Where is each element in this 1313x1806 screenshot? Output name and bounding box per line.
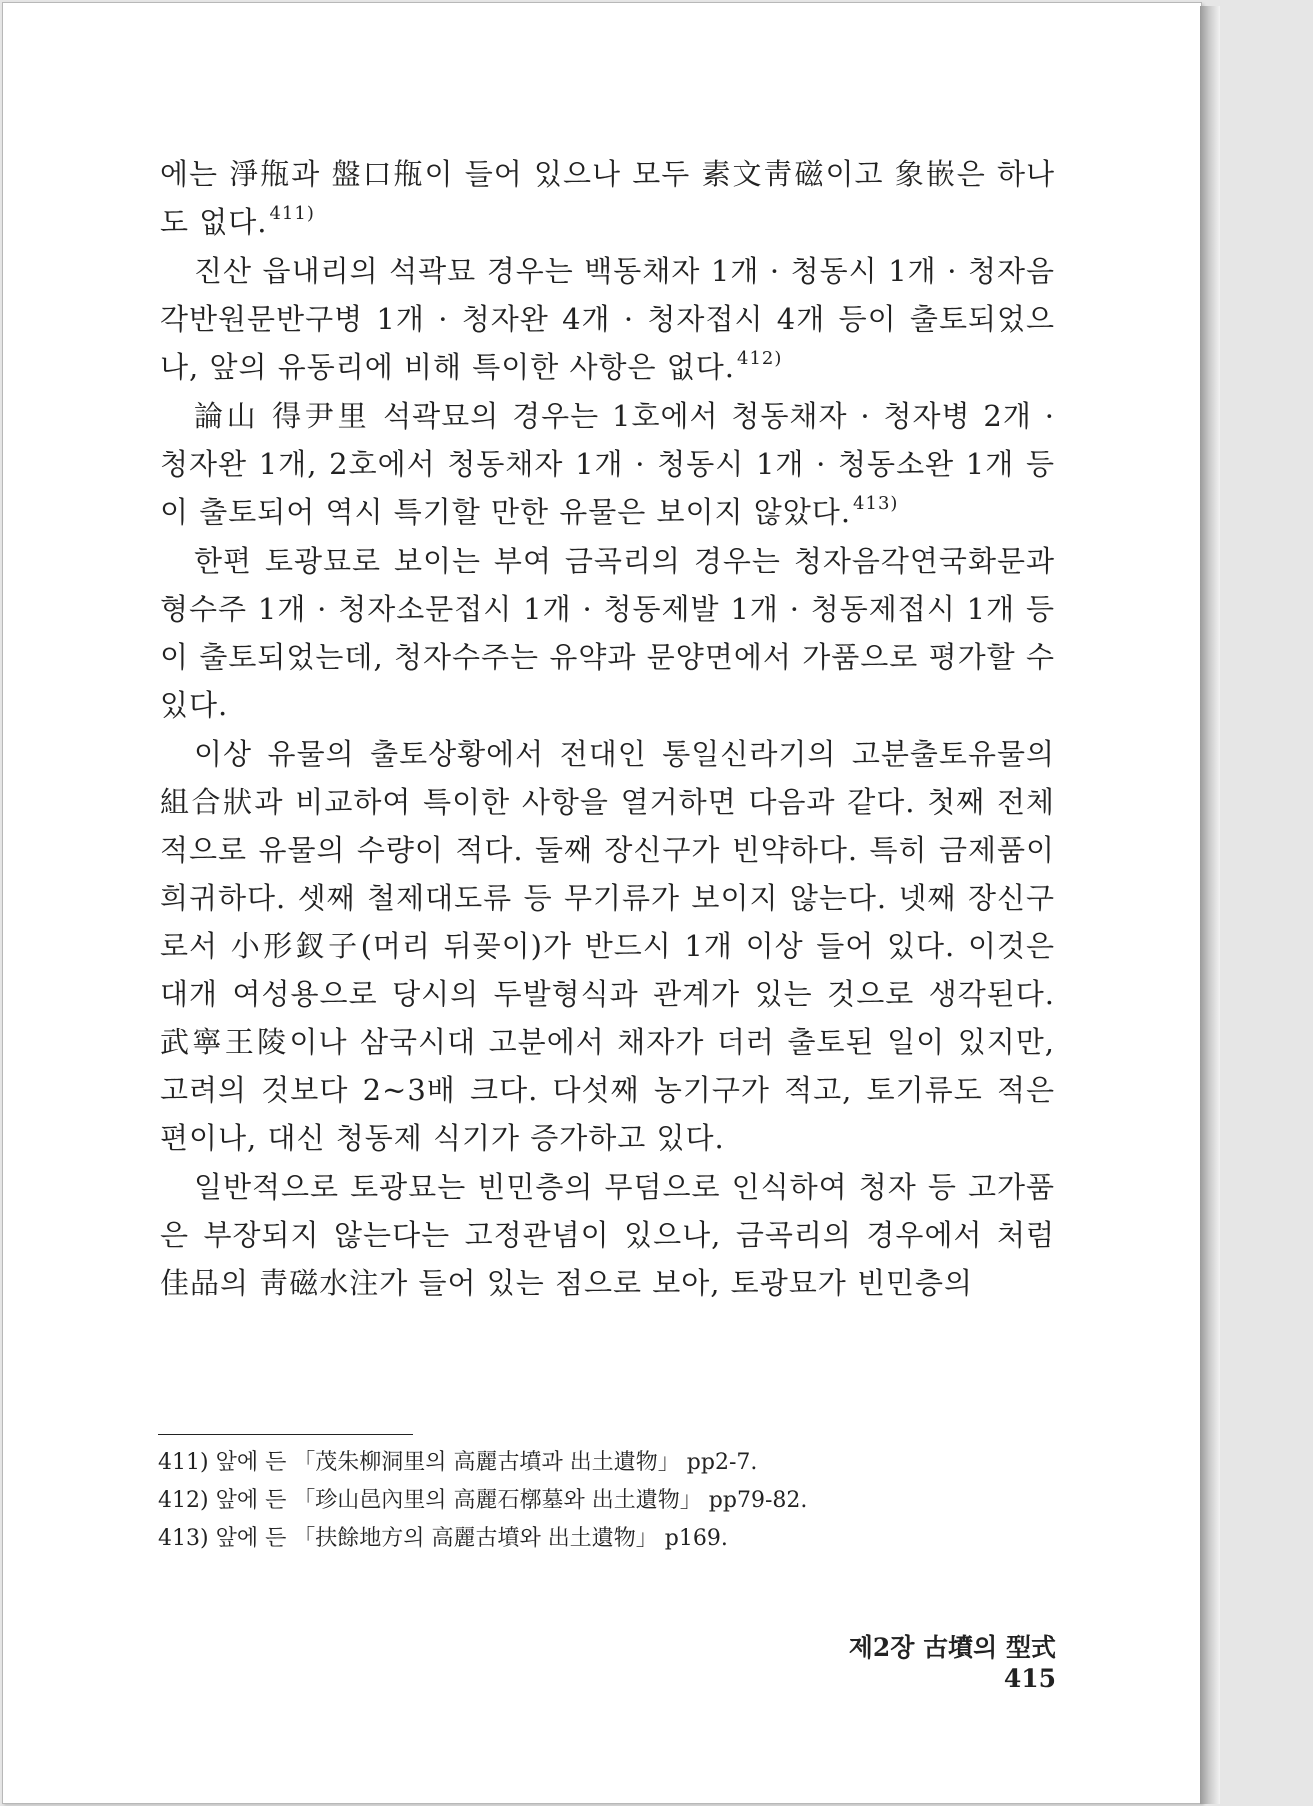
footnote-ref: 413) (853, 493, 899, 514)
paragraph-text: 論山 得尹里 석곽묘의 경우는 1호에서 청동채자 · 청자병 2개 · 청자완 1개, 2호에서 청동채자 1개 · 청동시 1개 · 청동소완 1개 등이 출토되어 역시 특기할 만한 유물은 보이지 않았다. (160, 399, 1055, 529)
paragraph-text: 에는 淨甁과 盤口甁이 들어 있으나 모두 素文靑磁이고 象嵌은 하나도 없다. (160, 157, 1055, 239)
paragraph (160, 537, 1055, 729)
footnote: 413) 앞에 든 「扶餘地方의 高麗古墳와 出土遺物」 p169. (158, 1526, 728, 1551)
footnotes (158, 1444, 1058, 1558)
paragraph (160, 730, 1055, 1162)
footnote-divider (158, 1434, 413, 1435)
footnote: 412) 앞에 든 「珍山邑內里의 高麗石槨墓와 出土遺物」 pp79-82. (158, 1488, 808, 1513)
footnote: 411) 앞에 든 「茂朱柳洞里의 高麗古墳과 出土遺物」 pp2-7. (158, 1450, 758, 1475)
paragraph-text: 진산 읍내리의 석곽묘 경우는 백동채자 1개 · 청동시 1개 · 청자음각반원문반구병 1개 · 청자완 4개 · 청자접시 4개 등이 출토되었으나, 앞의 유동리에 비해 특이한 사항은 없다. (160, 254, 1055, 384)
footnote-ref: 412) (737, 348, 783, 369)
footnote-ref: 411) (269, 203, 315, 224)
paragraph (160, 1163, 1055, 1307)
paragraph (160, 247, 1055, 391)
paragraph-text: 일반적으로 토광묘는 빈민층의 무덤으로 인식하여 청자 등 고가품은 부장되지 않는다는 고정관념이 있으나, 금곡리의 경우에서 처럼 佳品의 靑磁水注가 들어 있는 점으로 보아, 토광묘가 빈민층의 (160, 1170, 1055, 1300)
body-text (160, 150, 1055, 1308)
paragraph (160, 150, 1055, 246)
paragraph (160, 392, 1055, 536)
paragraph-text: 이상 유물의 출토상황에서 전대인 통일신라기의 고분출토유물의 組合狀과 비교하여 특이한 사항을 열거하면 다음과 같다. 첫째 전체적으로 유물의 수량이 적다. 둘째 장신구가 빈약하다. 특히 금제품이 희귀하다. 셋째 철제대도류 등 무기류가 보이지 않는다. 넷째 장신구로서 小形釵子(머리 뒤꽂이)가 반드시 1개 이상 들어 있다. 이것은 대개 여성용으로 당시의 두발형식과 관계가 있는 것으로 생각된다. 武寧王陵이나 삼국시대 고분에서 채자가 더러 출토된 일이 있지만, 고려의 것보다 2~3배 크다. 다섯째 농기구가 적고, 토기류도 적은 편이나, 대신 청동제 식기가 증가하고 있다. (160, 737, 1055, 1155)
running-footer (796, 1628, 1056, 1693)
paragraph-text: 한편 토광묘로 보이는 부여 금곡리의 경우는 청자음각연국화문과형수주 1개 · 청자소문접시 1개 · 청동제발 1개 · 청동제접시 1개 등이 출토되었는데, 청자수주는 유약과 문양면에서 가품으로 평가할 수 있다. (160, 544, 1055, 722)
page-number: 415 (1003, 1664, 1056, 1693)
page-edge-shadow (1200, 6, 1220, 1804)
chapter-title: 제2장 古墳의 型式 (848, 1633, 1056, 1662)
